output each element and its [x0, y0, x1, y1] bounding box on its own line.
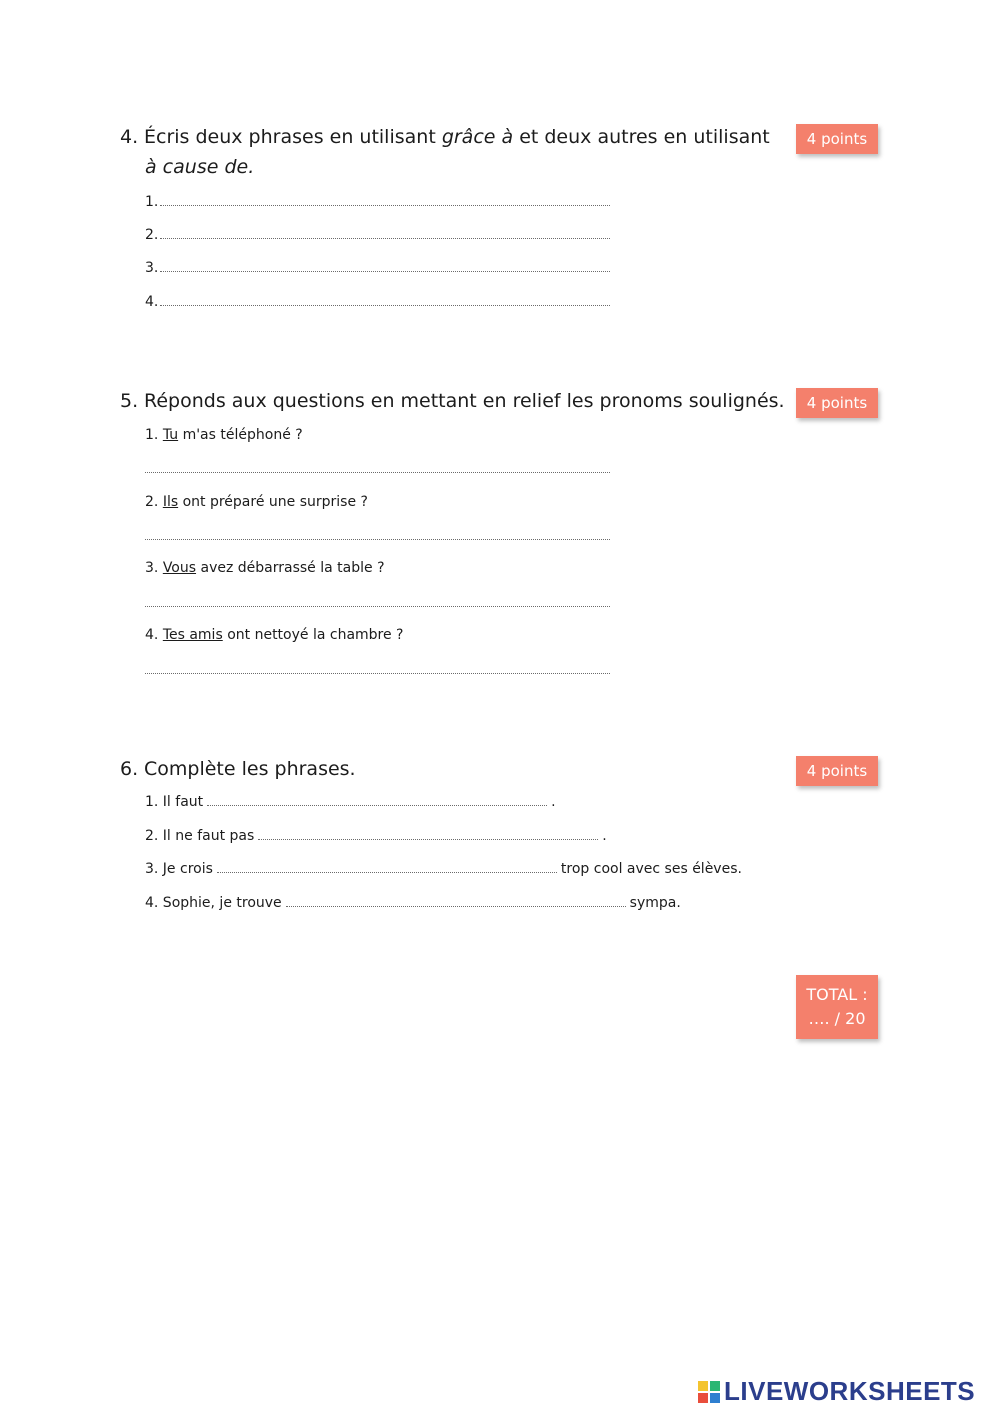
- q4-points-badge: 4 points: [796, 124, 878, 154]
- total-score: …. / 20: [808, 1009, 866, 1028]
- q4-title-line2: à cause de.: [145, 156, 255, 178]
- liveworksheets-logo: LIVEWORKSHEETS: [698, 1376, 975, 1407]
- q4-title: 4. Écris deux phrases en utilisant grâce à et deux autres en utilisant: [120, 126, 770, 148]
- q5-title: 5. Réponds aux questions en mettant en relief les pronoms soulignés.: [120, 390, 785, 412]
- liveworksheets-logo-icon: [698, 1381, 720, 1403]
- q6-answer-blank-1[interactable]: [207, 804, 547, 806]
- q6-item-1: 1. Il faut .: [145, 794, 556, 810]
- q6-title: 6. Complète les phrases.: [120, 758, 356, 780]
- total-box: [796, 975, 878, 1039]
- q6-points-badge: 4 points: [796, 756, 878, 786]
- q5-item-1: 1. Tu m'as téléphoné ?: [145, 427, 303, 443]
- q4-line-3-num: 3.: [145, 260, 159, 276]
- total-label: TOTAL :: [806, 985, 868, 1004]
- q6-item-2: 2. Il ne faut pas .: [145, 828, 607, 844]
- q4-line-4-num: 4.: [145, 294, 159, 310]
- q4-answer-line-3[interactable]: [160, 271, 610, 272]
- q5-points-badge: 4 points: [796, 388, 878, 418]
- q6-item-3: 3. Je crois trop cool avec ses élèves.: [145, 861, 742, 877]
- q5-answer-line-4[interactable]: [145, 673, 610, 674]
- q5-answer-line-2[interactable]: [145, 539, 610, 540]
- q5-answer-line-3[interactable]: [145, 606, 610, 607]
- q4-line-1-num: 1.: [145, 194, 159, 210]
- q6-answer-blank-3[interactable]: [217, 871, 557, 873]
- q6-answer-blank-4[interactable]: [286, 905, 626, 907]
- q6-item-4: 4. Sophie, je trouve sympa.: [145, 895, 681, 911]
- q4-answer-line-4[interactable]: [160, 305, 610, 306]
- q4-line-2-num: 2.: [145, 227, 159, 243]
- q5-item-4: 4. Tes amis ont nettoyé la chambre ?: [145, 627, 404, 643]
- q4-answer-line-2[interactable]: [160, 238, 610, 239]
- q5-answer-line-1[interactable]: [145, 472, 610, 473]
- q4-answer-line-1[interactable]: [160, 205, 610, 206]
- q5-item-2: 2. Ils ont préparé une surprise ?: [145, 494, 368, 510]
- q5-item-3: 3. Vous avez débarrassé la table ?: [145, 560, 385, 576]
- q6-answer-blank-2[interactable]: [258, 838, 598, 840]
